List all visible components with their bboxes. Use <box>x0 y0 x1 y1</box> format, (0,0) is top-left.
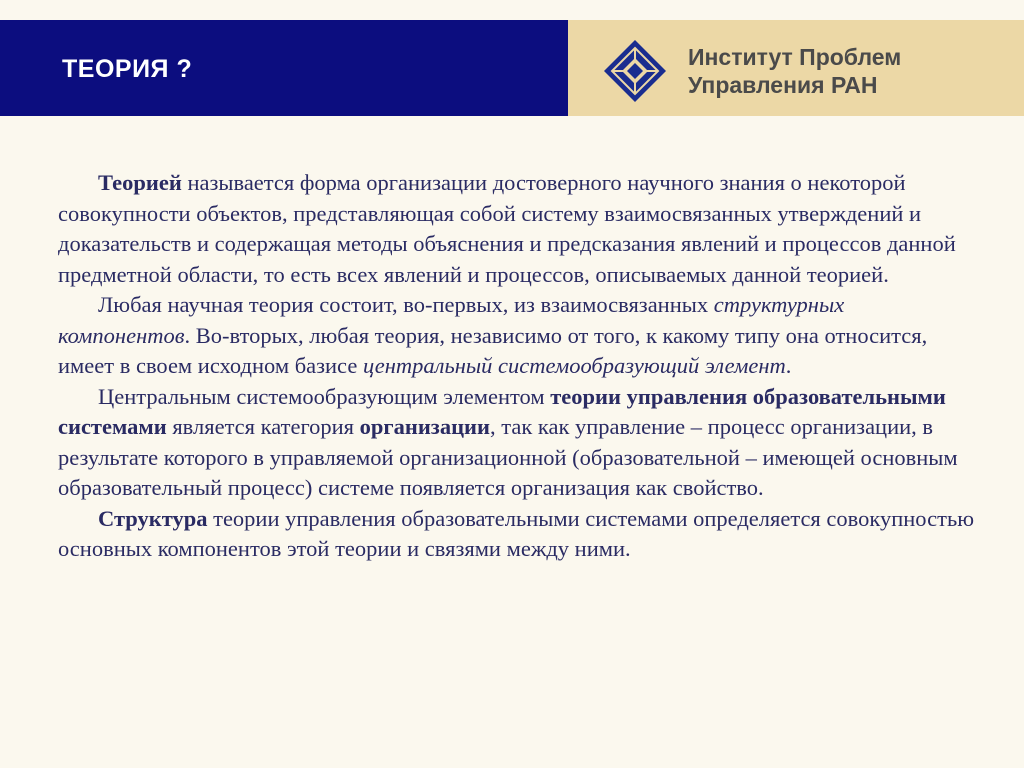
slide-title: ТЕОРИЯ ? <box>62 55 193 83</box>
paragraph-structure <box>58 504 978 565</box>
term-central-element: центральный системообразующий элемент <box>362 353 786 378</box>
institute-name-line2: Управления РАН <box>688 72 878 98</box>
term-theory: Теорией <box>98 170 182 195</box>
text: . Во-вторых, любая теория, независимо от того, к какому типу она относится, имеет в своем исходном базисе <box>58 322 928 378</box>
text: теории управления образовательными системами определяется совокупностью основных компонентов этой теории и связями между ними. <box>58 505 975 561</box>
text: , так как управление – процесс организации, в результате которого в управляемой организационной (образовательной – имеющей основным образовательный процесс) системе появляется организация как свойство. <box>58 414 958 500</box>
institute-name-line1: Институт Проблем <box>688 44 902 70</box>
term-structural-components: структурных компонентов <box>58 292 845 348</box>
text: называется форма организации достоверного научного знания о некоторой совокупности объектов, представляющая собой систему взаимосвязанных утверждений и доказательств и содержащая методы объяснения и предсказания явлений и процессов данной предметной области, то есть всех явлений и процессов, описываемых данной теорией. <box>58 170 956 287</box>
text: является категория <box>166 414 360 439</box>
term-organization: организации <box>359 414 490 439</box>
body-text <box>58 168 978 565</box>
text: Центральным системообразующим элементом <box>98 383 551 409</box>
text: . <box>785 353 792 378</box>
paragraph-central-element <box>58 382 978 504</box>
institute-name <box>688 43 901 99</box>
term-management-theory: теории управления образовательными системами <box>58 383 946 439</box>
paragraph-theory-components <box>58 290 978 382</box>
paragraph-theory-definition <box>58 168 978 290</box>
ipu-ran-logo-icon <box>602 38 668 104</box>
text: Любая научная теория состоит, во-первых, из взаимосвязанных <box>98 292 714 317</box>
term-structure: Структура <box>98 505 208 531</box>
